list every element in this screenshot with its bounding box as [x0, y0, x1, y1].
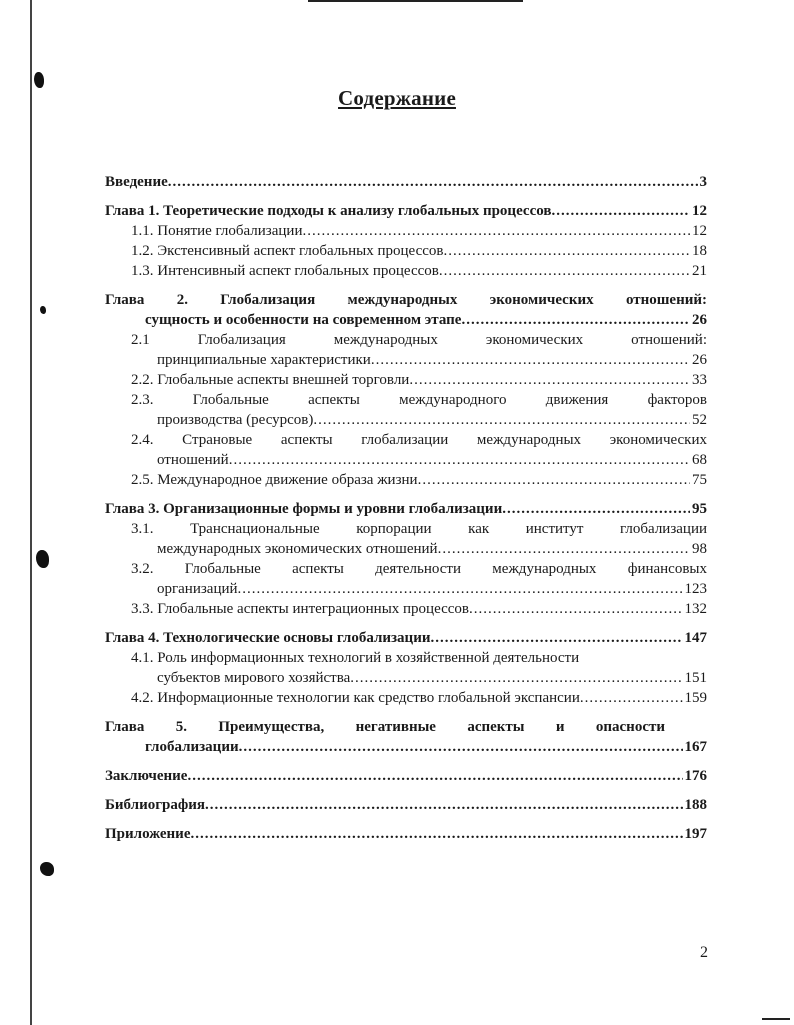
toc-text: Глава 3. Организационные формы и уровни глобализации [105, 501, 503, 517]
toc-text: 1.3. Интенсивный аспект глобальных процессов [131, 263, 439, 279]
toc-page-number: 98 [692, 541, 707, 557]
toc-entry-section-2-3[interactable] [105, 390, 707, 430]
toc-entry-section-3-3[interactable] [105, 599, 707, 619]
leader-dots [313, 410, 690, 430]
scan-top-line [308, 0, 523, 2]
toc-text-continued: сущность и особенности на современном этапе [145, 312, 462, 328]
leader-dots [205, 795, 682, 815]
toc-page-number: 123 [684, 581, 707, 597]
toc-entry-section-4-1[interactable] [105, 648, 707, 688]
toc-entry-conclusion[interactable] [105, 766, 707, 786]
toc-text: 2.3. Глобальные аспекты международного движения факторов [131, 392, 707, 408]
toc-entry-section-1-1[interactable] [105, 221, 707, 241]
leader-dots [551, 201, 690, 221]
toc-text: 2.4. Страновые аспекты глобализации международных экономических [131, 432, 707, 448]
toc-entry-chapter-5[interactable] [105, 717, 707, 757]
toc-text-continued: глобализации [145, 739, 239, 755]
leader-dots [350, 668, 682, 688]
toc-entry-bibliography[interactable] [105, 795, 707, 815]
leader-dots [430, 628, 682, 648]
ink-blot [40, 862, 54, 876]
toc-page-number: 147 [684, 630, 707, 646]
toc-page-number: 176 [684, 768, 707, 784]
toc-page-number: 18 [692, 243, 707, 259]
toc-text: 2.2. Глобальные аспекты внешней торговли [131, 372, 410, 388]
toc-page-number: 159 [684, 690, 707, 706]
leader-dots [302, 221, 690, 241]
toc-entry-section-1-2[interactable] [105, 241, 707, 261]
toc-text-continued: отношений [157, 452, 229, 468]
toc-text: 4.1. Роль информационных технологий в хозяйственной деятельности [131, 650, 580, 666]
toc-text: 4.2. Информационные технологии как средство глобальной экспансии [131, 690, 580, 706]
leader-dots [438, 539, 690, 559]
leader-dots [187, 766, 682, 786]
leader-dots [439, 261, 690, 281]
toc-entry-section-2-5[interactable] [105, 470, 707, 490]
toc-text: Глава 2. Глобализация международных экономических отношений: [105, 292, 707, 308]
ink-blot [40, 306, 46, 314]
leader-dots [502, 499, 690, 519]
toc-text: Введение [105, 174, 168, 190]
toc-text-continued: организаций [157, 581, 238, 597]
toc-page-number: 21 [692, 263, 707, 279]
leader-dots [239, 737, 683, 757]
toc-text: 2.1 Глобализация международных экономических отношений: [131, 332, 707, 348]
leader-dots [190, 824, 682, 844]
toc-text: 1.1. Понятие глобализации [131, 223, 303, 239]
toc-text-continued: субъектов мирового хозяйства [157, 670, 351, 686]
toc-text: Библиография [105, 797, 206, 813]
toc-text: Заключение [105, 768, 188, 784]
toc-entry-section-1-3[interactable] [105, 261, 707, 281]
toc-entry-section-4-2[interactable] [105, 688, 707, 708]
toc-entry-section-2-1[interactable] [105, 330, 707, 370]
toc-page-number: 26 [692, 312, 707, 328]
leader-dots [418, 470, 690, 490]
toc-page-number: 26 [692, 352, 707, 368]
leader-dots [229, 450, 690, 470]
scan-bottom-line [762, 1018, 790, 1020]
toc-page-number: 75 [692, 472, 707, 488]
leader-dots [580, 688, 683, 708]
toc-text: 3.2. Глобальные аспекты деятельности международных финансовых [131, 561, 707, 577]
leader-dots [469, 599, 682, 619]
toc-entry-section-3-1[interactable] [105, 519, 707, 559]
toc-text: 1.2. Экстенсивный аспект глобальных процессов [131, 243, 444, 259]
toc-text-continued: производства (ресурсов) [157, 412, 314, 428]
toc-page-number: 132 [684, 601, 707, 617]
page-title: Содержание [338, 86, 456, 110]
toc-entry-chapter-1[interactable] [105, 201, 707, 221]
page-number: 2 [700, 944, 708, 961]
toc-text: 3.1. Транснациональные корпорации как институт глобализации [131, 521, 707, 537]
leader-dots [409, 370, 690, 390]
toc-page-number: 52 [692, 412, 707, 428]
toc-entry-appendix[interactable] [105, 824, 707, 844]
toc-entry-section-2-2[interactable] [105, 370, 707, 390]
toc-text: Глава 5. Преимущества, негативные аспекты и опасности [105, 719, 665, 735]
toc-entry-introduction[interactable] [105, 172, 707, 192]
table-of-contents [105, 172, 707, 844]
leader-dots [371, 350, 690, 370]
leader-dots [168, 172, 698, 192]
toc-text-continued: международных экономических отношений [157, 541, 438, 557]
leader-dots [443, 241, 690, 261]
leader-dots [461, 310, 690, 330]
toc-entry-chapter-2[interactable] [105, 290, 707, 330]
toc-page-number: 167 [684, 739, 707, 755]
toc-page-number: 12 [692, 223, 707, 239]
toc-entry-section-2-4[interactable] [105, 430, 707, 470]
toc-page-number: 3 [699, 174, 707, 190]
toc-page-number: 68 [692, 452, 707, 468]
toc-entry-chapter-3[interactable] [105, 499, 707, 519]
toc-text-continued: принципиальные характеристики [157, 352, 371, 368]
toc-text: 3.3. Глобальные аспекты интеграционных процессов [131, 601, 470, 617]
toc-page-number: 12 [692, 203, 707, 219]
toc-entry-chapter-4[interactable] [105, 628, 707, 648]
leader-dots [238, 579, 683, 599]
toc-text: Глава 4. Технологические основы глобализации [105, 630, 431, 646]
toc-page-number: 197 [684, 826, 707, 842]
toc-page-number: 95 [692, 501, 707, 517]
toc-entry-section-3-2[interactable] [105, 559, 707, 599]
toc-text: 2.5. Международное движение образа жизни [131, 472, 418, 488]
toc-page-number: 188 [684, 797, 707, 813]
toc-page-number: 151 [684, 670, 707, 686]
ink-blot [36, 550, 49, 568]
scan-edge-line [30, 0, 32, 1025]
toc-text: Глава 1. Теоретические подходы к анализу глобальных процессов [105, 203, 552, 219]
toc-page-number: 33 [692, 372, 707, 388]
toc-text: Приложение [105, 826, 191, 842]
